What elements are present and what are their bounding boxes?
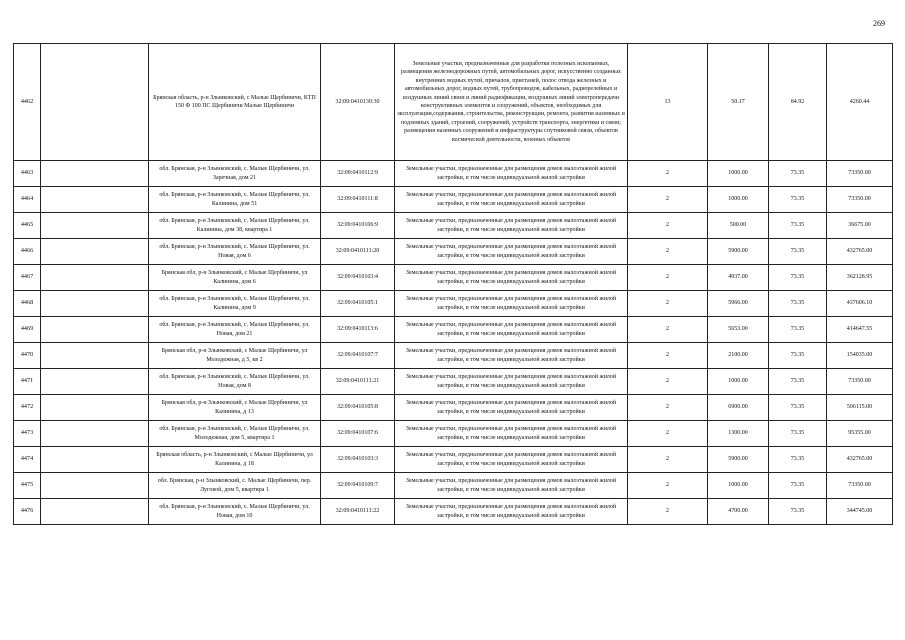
cell-row-number: 4464 (14, 187, 41, 213)
cell-address: Брянская область, р-н Злынковский, с Малые Щербиничи, КТП 150 Ф 100 ПС Щербиничи Малые Щербиничи (149, 44, 321, 161)
cell-land-category: Земельные участки, предназначенные для размещения домов малоэтажной жилой застройки, в том числе индивидуальной жилой застройки (395, 213, 628, 239)
cell-empty (41, 395, 149, 421)
cell-category-code: 2 (628, 213, 708, 239)
cell-cadastral-value: 36675.00 (827, 213, 893, 239)
cell-cadastral-number: 32:09:0410105:1 (321, 291, 395, 317)
cell-address: обл. Брянская, р-н Злынковский, с. Малые Щербиничи, ул. Новая, дом 8 (149, 369, 321, 395)
cell-land-category: Земельные участки, предназначенные для размещения домов малоэтажной жилой застройки, в том числе индивидуальной жилой застройки (395, 161, 628, 187)
cell-empty (41, 447, 149, 473)
cell-cadastral-value: 506115.00 (827, 395, 893, 421)
table-row (14, 44, 893, 161)
cell-row-number: 4474 (14, 447, 41, 473)
cell-row-number: 4475 (14, 473, 41, 499)
cell-address: Брянская область, р-н Злынковский, с Малые Щербиничи, ул Калинина, д 18 (149, 447, 321, 473)
cell-category-code: 2 (628, 447, 708, 473)
cell-cadastral-value: 344745.00 (827, 499, 893, 525)
cell-land-category: Земельные участки, предназначенные для размещения домов малоэтажной жилой застройки, в том числе индивидуальной жилой застройки (395, 473, 628, 499)
cell-category-code: 2 (628, 187, 708, 213)
cell-cadastral-value: 414647.55 (827, 317, 893, 343)
table-row (14, 421, 893, 447)
table-row (14, 213, 893, 239)
table-row (14, 265, 893, 291)
cell-cadastral-number: 32:09:0410111:20 (321, 239, 395, 265)
cell-rate: 73.35 (769, 395, 827, 421)
cell-row-number: 4476 (14, 499, 41, 525)
cell-rate: 73.35 (769, 499, 827, 525)
cell-cadastral-number: 32:09:0410103:3 (321, 447, 395, 473)
cell-cadastral-number: 32:09:0410111:21 (321, 369, 395, 395)
cell-cadastral-value: 432765.00 (827, 447, 893, 473)
cell-land-category: Земельные участки, предназначенные для размещения домов малоэтажной жилой застройки, в том числе индивидуальной жилой застройки (395, 421, 628, 447)
table-row (14, 291, 893, 317)
cell-cadastral-value: 73350.00 (827, 161, 893, 187)
cell-row-number: 4462 (14, 44, 41, 161)
cell-empty (41, 213, 149, 239)
table-row (14, 317, 893, 343)
cell-address: обл. Брянская, р-н Злынковский, с. Малые Щербиничи, ул. Молодежная, дом 5, квартира 1 (149, 421, 321, 447)
cell-land-category: Земельные участки, предназначенные для размещения домов малоэтажной жилой застройки, в том числе индивидуальной жилой застройки (395, 265, 628, 291)
cell-category-code: 2 (628, 317, 708, 343)
cell-area: 4700.00 (708, 499, 769, 525)
cell-cadastral-number: 32:09:0410107:7 (321, 343, 395, 369)
cell-land-category: Земельные участки, предназначенные для размещения домов малоэтажной жилой застройки, в том числе индивидуальной жилой застройки (395, 395, 628, 421)
cell-area: 1000.00 (708, 187, 769, 213)
cell-cadastral-value: 432765.00 (827, 239, 893, 265)
cell-cadastral-number: 32:09:0410111:22 (321, 499, 395, 525)
cell-row-number: 4468 (14, 291, 41, 317)
cell-category-code: 13 (628, 44, 708, 161)
cell-category-code: 2 (628, 239, 708, 265)
cell-row-number: 4467 (14, 265, 41, 291)
cell-area: 5900.00 (708, 447, 769, 473)
cell-cadastral-number: 32:09:0410103:4 (321, 265, 395, 291)
cell-category-code: 2 (628, 161, 708, 187)
cell-empty (41, 265, 149, 291)
cell-address: Брянская обл, р-н Злынковский, с Малые Щербиничи, ул Калинина, дом 6 (149, 265, 321, 291)
table-row (14, 239, 893, 265)
cell-cadastral-number: 32:09:0410107:6 (321, 421, 395, 447)
cell-area: 5900.00 (708, 239, 769, 265)
cell-area: 1000.00 (708, 473, 769, 499)
cell-cadastral-value: 73350.00 (827, 187, 893, 213)
cell-area: 4937.00 (708, 265, 769, 291)
table-row (14, 343, 893, 369)
cell-address: обл. Брянская, р-н Злынковский, с. Малые Щербиничи, ул. Новая, дом 6 (149, 239, 321, 265)
cell-cadastral-number: 32:09:0410130:30 (321, 44, 395, 161)
cell-rate: 73.35 (769, 421, 827, 447)
cell-cadastral-number: 32:09:0410109:7 (321, 473, 395, 499)
cell-row-number: 4470 (14, 343, 41, 369)
cell-empty (41, 239, 149, 265)
cell-cadastral-value: 4260.44 (827, 44, 893, 161)
cell-rate: 73.35 (769, 187, 827, 213)
cell-address: обл. Брянская, р-н Злынковский, с. Малые Щербиничи, пер. Луговой, дом 5, квартира 1 (149, 473, 321, 499)
cell-address: обл. Брянская, р-н Злынковский, с. Малые Щербиничи, ул. Заречная, дом 21 (149, 161, 321, 187)
cell-land-category: Земельные участки, предназначенные для размещения домов малоэтажной жилой застройки, в том числе индивидуальной жилой застройки (395, 239, 628, 265)
cell-area: 1300.00 (708, 421, 769, 447)
cell-land-category: Земельные участки, предназначенные для размещения домов малоэтажной жилой застройки, в том числе индивидуальной жилой застройки (395, 317, 628, 343)
cell-empty (41, 44, 149, 161)
cell-row-number: 4469 (14, 317, 41, 343)
cell-rate: 73.35 (769, 369, 827, 395)
cell-row-number: 4473 (14, 421, 41, 447)
cell-area: 500.00 (708, 213, 769, 239)
cell-land-category: Земельные участки, предназначенные для разработки полезных ископаемых, размещения железнодорожных путей, автомобильных дорог, искусственно созданных внутренних водных путей, причалов, пристаней, полос отвода железных и автомобильных дорог, водных путей, трубопроводов, кабельных, радиорелейных и воздушных линий связи и линий радиофикации, воздушных линий электропередачи конструктивных элементов и сооружений, объектов, необходимых для эксплуатации,содержания, строительства, реконструкции, ремонта, развития наземных и подземных зданий, строений, сооружений, устройств транспорта, энергетики и связи; размещения наземных сооружений и инфраструктуры спутниковой связи, объектов космической деятельности, военных объектов (395, 44, 628, 161)
table-row (14, 395, 893, 421)
cell-rate: 73.35 (769, 317, 827, 343)
cell-cadastral-value: 95355.00 (827, 421, 893, 447)
cell-category-code: 2 (628, 265, 708, 291)
cell-cadastral-value: 154035.00 (827, 343, 893, 369)
table-row (14, 473, 893, 499)
cell-row-number: 4466 (14, 239, 41, 265)
cell-cadastral-number: 32:09:0410113:6 (321, 317, 395, 343)
cell-cadastral-number: 32:09:0410112:9 (321, 161, 395, 187)
cell-row-number: 4472 (14, 395, 41, 421)
cell-empty (41, 291, 149, 317)
cell-category-code: 2 (628, 343, 708, 369)
cell-land-category: Земельные участки, предназначенные для размещения домов малоэтажной жилой застройки, в том числе индивидуальной жилой застройки (395, 291, 628, 317)
cell-cadastral-number: 32:09:0410111:8 (321, 187, 395, 213)
cell-address: обл. Брянская, р-н Злынковский, с. Малые Щербиничи, ул. Калинина, дом 9 (149, 291, 321, 317)
cell-area: 2100.00 (708, 343, 769, 369)
cell-cadastral-number: 32:09:0410105:8 (321, 395, 395, 421)
cell-address: обл. Брянская, р-н Злынковский, с. Малые Щербиничи, ул. Калинина, дом 38, квартира 1 (149, 213, 321, 239)
cell-category-code: 2 (628, 369, 708, 395)
cell-empty (41, 499, 149, 525)
cell-area: 5966.00 (708, 291, 769, 317)
cell-row-number: 4465 (14, 213, 41, 239)
cell-land-category: Земельные участки, предназначенные для размещения домов малоэтажной жилой застройки, в том числе индивидуальной жилой застройки (395, 369, 628, 395)
cell-land-category: Земельные участки, предназначенные для размещения домов малоэтажной жилой застройки, в том числе индивидуальной жилой застройки (395, 187, 628, 213)
cell-empty (41, 421, 149, 447)
cell-land-category: Земельные участки, предназначенные для размещения домов малоэтажной жилой застройки, в том числе индивидуальной жилой застройки (395, 499, 628, 525)
table-row (14, 187, 893, 213)
cell-address: обл. Брянская, р-н Злынковский, с. Малые Щербиничи, ул. Калинина, дом 51 (149, 187, 321, 213)
cell-land-category: Земельные участки, предназначенные для размещения домов малоэтажной жилой застройки, в том числе индивидуальной жилой застройки (395, 343, 628, 369)
cell-empty (41, 161, 149, 187)
cell-area: 50.17 (708, 44, 769, 161)
land-registry-table (13, 43, 893, 525)
cell-rate: 73.35 (769, 343, 827, 369)
cell-rate: 73.35 (769, 161, 827, 187)
cell-address: Брянская обл, р-н Злынковский, с Малые Щербиничи, ул Калинина, д 13 (149, 395, 321, 421)
cell-area: 1000.00 (708, 161, 769, 187)
cell-cadastral-number: 32:09:0410106:9 (321, 213, 395, 239)
table-row (14, 369, 893, 395)
cell-empty (41, 369, 149, 395)
table-body (14, 44, 893, 525)
cell-land-category: Земельные участки, предназначенные для размещения домов малоэтажной жилой застройки, в том числе индивидуальной жилой застройки (395, 447, 628, 473)
cell-rate: 73.35 (769, 239, 827, 265)
cell-empty (41, 187, 149, 213)
cell-rate: 73.35 (769, 473, 827, 499)
cell-category-code: 2 (628, 395, 708, 421)
cell-rate: 73.35 (769, 291, 827, 317)
cell-cadastral-value: 362128.95 (827, 265, 893, 291)
cell-area: 1000.00 (708, 369, 769, 395)
cell-cadastral-value: 73350.00 (827, 369, 893, 395)
table-row (14, 499, 893, 525)
page-number: 269 (873, 19, 885, 28)
cell-area: 6900.00 (708, 395, 769, 421)
cell-address: обл. Брянская, р-н Злынковский, с. Малые Щербиничи, ул. Новая, дом 10 (149, 499, 321, 525)
cell-rate: 73.35 (769, 213, 827, 239)
cell-area: 5653.00 (708, 317, 769, 343)
cell-empty (41, 317, 149, 343)
cell-address: обл. Брянская, р-н Злынковский, с. Малые Щербиничи, ул. Новая, дом 21 (149, 317, 321, 343)
cell-row-number: 4463 (14, 161, 41, 187)
cell-category-code: 2 (628, 291, 708, 317)
cell-empty (41, 473, 149, 499)
table-row (14, 447, 893, 473)
cell-category-code: 2 (628, 421, 708, 447)
cell-cadastral-value: 73350.00 (827, 473, 893, 499)
cell-address: Брянская обл, р-н Злынковский, с Малые Щербиничи, ул Молодежная, д 5, кв 2 (149, 343, 321, 369)
cell-cadastral-value: 437606.10 (827, 291, 893, 317)
cell-empty (41, 343, 149, 369)
cell-rate: 73.35 (769, 447, 827, 473)
cell-rate: 73.35 (769, 265, 827, 291)
table-row (14, 161, 893, 187)
cell-rate: 84.92 (769, 44, 827, 161)
cell-category-code: 2 (628, 473, 708, 499)
cell-category-code: 2 (628, 499, 708, 525)
cell-row-number: 4471 (14, 369, 41, 395)
